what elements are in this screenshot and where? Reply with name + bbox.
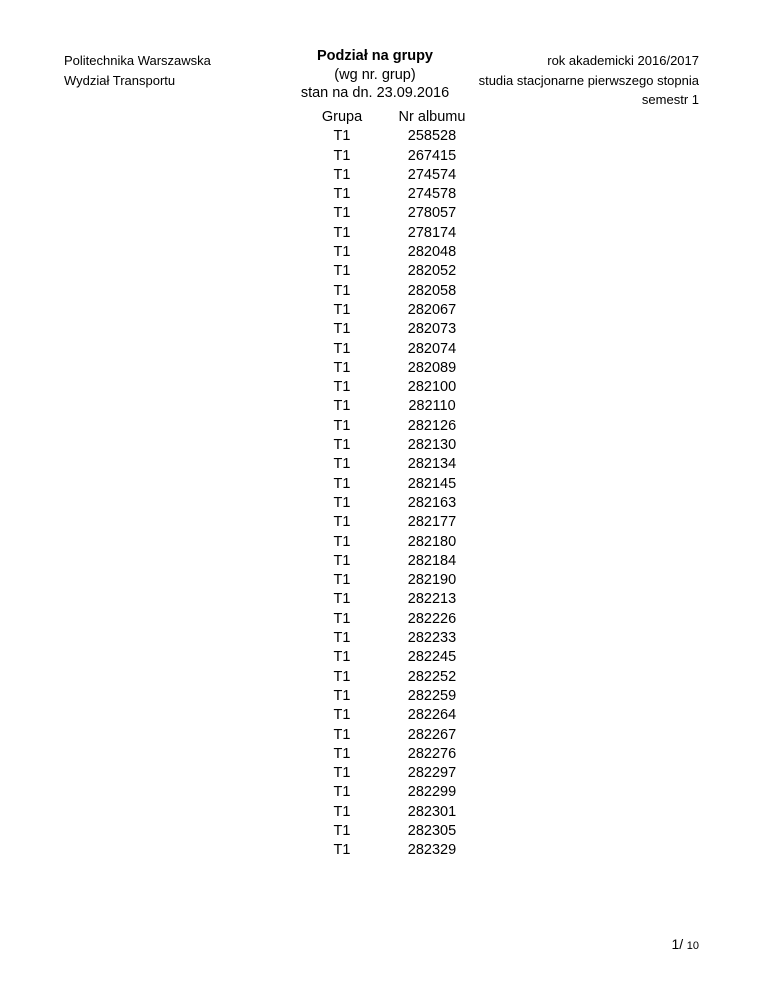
document-title: Podział na grupy <box>316 48 433 64</box>
album-number-cell: 282305 <box>407 822 457 839</box>
group-cell: T1 <box>333 842 351 859</box>
album-number-cell: 282073 <box>407 321 457 338</box>
table-row <box>300 243 480 262</box>
table-row <box>300 359 480 378</box>
album-number-cell: 267415 <box>407 147 457 164</box>
table-row <box>300 629 480 648</box>
group-cell: T1 <box>333 475 351 492</box>
table-row <box>300 455 480 474</box>
group-cell: T1 <box>333 707 351 724</box>
group-cell: T1 <box>333 610 351 627</box>
column-header-album-number: Nr albumu <box>398 109 466 125</box>
group-cell: T1 <box>333 494 351 511</box>
table-row <box>300 610 480 629</box>
semester: semestr 1 <box>641 92 699 107</box>
group-cell: T1 <box>333 166 351 183</box>
group-cell: T1 <box>333 205 351 222</box>
header-left <box>64 51 211 91</box>
groups-table <box>300 108 480 861</box>
album-number-cell: 282067 <box>407 301 457 318</box>
table-row <box>300 803 480 822</box>
table-row <box>300 282 480 301</box>
table-row <box>300 571 480 590</box>
album-number-cell: 282134 <box>407 456 457 473</box>
album-number-cell: 282126 <box>407 417 457 434</box>
table-row <box>300 166 480 185</box>
group-cell: T1 <box>333 687 351 704</box>
group-cell: T1 <box>333 572 351 589</box>
table-row <box>300 475 480 494</box>
group-cell: T1 <box>333 533 351 550</box>
table-row <box>300 262 480 281</box>
table-row <box>300 436 480 455</box>
album-number-cell: 282052 <box>407 263 457 280</box>
group-cell: T1 <box>333 147 351 164</box>
album-number-cell: 282100 <box>407 379 457 396</box>
group-cell: T1 <box>333 514 351 531</box>
group-cell: T1 <box>333 321 351 338</box>
album-number-cell: 278174 <box>407 224 457 241</box>
album-number-cell: 282089 <box>407 359 457 376</box>
table-row <box>300 783 480 802</box>
table-row <box>300 417 480 436</box>
album-number-cell: 282048 <box>407 244 457 261</box>
group-cell: T1 <box>333 456 351 473</box>
table-row <box>300 397 480 416</box>
album-number-cell: 282074 <box>407 340 457 357</box>
group-cell: T1 <box>333 340 351 357</box>
document-subtitle: (wg nr. grup) <box>334 66 416 83</box>
album-number-cell: 282163 <box>407 494 457 511</box>
album-number-cell: 274574 <box>407 166 457 183</box>
table-row <box>300 745 480 764</box>
table-row <box>300 494 480 513</box>
group-cell: T1 <box>333 765 351 782</box>
album-number-cell: 282177 <box>407 514 457 531</box>
group-cell: T1 <box>333 745 351 762</box>
group-cell: T1 <box>333 822 351 839</box>
album-number-cell: 282226 <box>407 610 457 627</box>
group-cell: T1 <box>333 726 351 743</box>
group-cell: T1 <box>333 359 351 376</box>
table-row <box>300 706 480 725</box>
album-number-cell: 282180 <box>407 533 457 550</box>
group-cell: T1 <box>333 263 351 280</box>
table-row <box>300 822 480 841</box>
album-number-cell: 282110 <box>408 398 456 415</box>
album-number-cell: 282184 <box>407 552 457 569</box>
faculty-name: Wydział Transportu <box>64 73 176 88</box>
album-number-cell: 282264 <box>407 707 457 724</box>
table-row <box>300 668 480 687</box>
group-cell: T1 <box>333 282 351 299</box>
table-row <box>300 204 480 223</box>
album-number-cell: 258528 <box>407 128 457 145</box>
column-header-group: Grupa <box>321 109 363 125</box>
table-row <box>300 185 480 204</box>
group-cell: T1 <box>333 668 351 685</box>
group-cell: T1 <box>333 244 351 261</box>
table-row <box>300 552 480 571</box>
group-cell: T1 <box>333 630 351 647</box>
table-row <box>300 687 480 706</box>
table-row <box>300 320 480 339</box>
album-number-cell: 282233 <box>407 630 457 647</box>
album-number-cell: 282145 <box>407 475 457 492</box>
table-header-row <box>300 108 480 127</box>
group-cell: T1 <box>333 379 351 396</box>
album-number-cell: 282301 <box>407 803 457 820</box>
group-cell: T1 <box>333 591 351 608</box>
group-cell: T1 <box>333 186 351 203</box>
table-row <box>300 648 480 667</box>
album-number-cell: 282276 <box>407 745 457 762</box>
table-row <box>300 590 480 609</box>
table-row <box>300 533 480 552</box>
group-cell: T1 <box>333 417 351 434</box>
table-body <box>300 127 480 860</box>
album-number-cell: 278057 <box>407 205 457 222</box>
header-right <box>479 51 699 110</box>
album-number-cell: 282213 <box>407 591 457 608</box>
university-name: Politechnika Warszawska <box>64 53 211 68</box>
album-number-cell: 282267 <box>407 726 457 743</box>
album-number-cell: 282329 <box>407 842 457 859</box>
table-row <box>300 147 480 166</box>
album-number-cell: 282245 <box>407 649 457 666</box>
table-row <box>300 841 480 860</box>
group-cell: T1 <box>333 649 351 666</box>
group-cell: T1 <box>333 552 351 569</box>
album-number-cell: 282058 <box>407 282 457 299</box>
page-total: 10 <box>686 940 699 952</box>
table-row <box>300 378 480 397</box>
album-number-cell: 282297 <box>407 765 457 782</box>
album-number-cell: 282130 <box>407 437 457 454</box>
album-number-cell: 282252 <box>407 668 457 685</box>
study-type: studia stacjonarne pierwszego stopnia <box>478 72 699 88</box>
academic-year: rok akademicki 2016/2017 <box>547 53 699 68</box>
table-row <box>300 726 480 745</box>
album-number-cell: 282190 <box>407 572 457 589</box>
status-date: stan na dn. 23.09.2016 <box>300 85 450 101</box>
group-cell: T1 <box>333 128 351 145</box>
group-cell: T1 <box>333 437 351 454</box>
table-row <box>300 340 480 359</box>
album-number-cell: 274578 <box>407 186 457 203</box>
group-cell: T1 <box>333 803 351 820</box>
table-row <box>300 764 480 783</box>
table-row <box>300 127 480 146</box>
page-current: 1/ <box>671 936 684 952</box>
table-row <box>300 513 480 532</box>
table-row <box>300 224 480 243</box>
album-number-cell: 282299 <box>407 784 457 801</box>
album-number-cell: 282259 <box>407 687 457 704</box>
group-cell: T1 <box>333 784 351 801</box>
group-cell: T1 <box>333 224 351 241</box>
group-cell: T1 <box>333 398 351 415</box>
page-number <box>671 936 699 952</box>
table-row <box>300 301 480 320</box>
group-cell: T1 <box>333 301 351 318</box>
header-center <box>280 47 470 103</box>
